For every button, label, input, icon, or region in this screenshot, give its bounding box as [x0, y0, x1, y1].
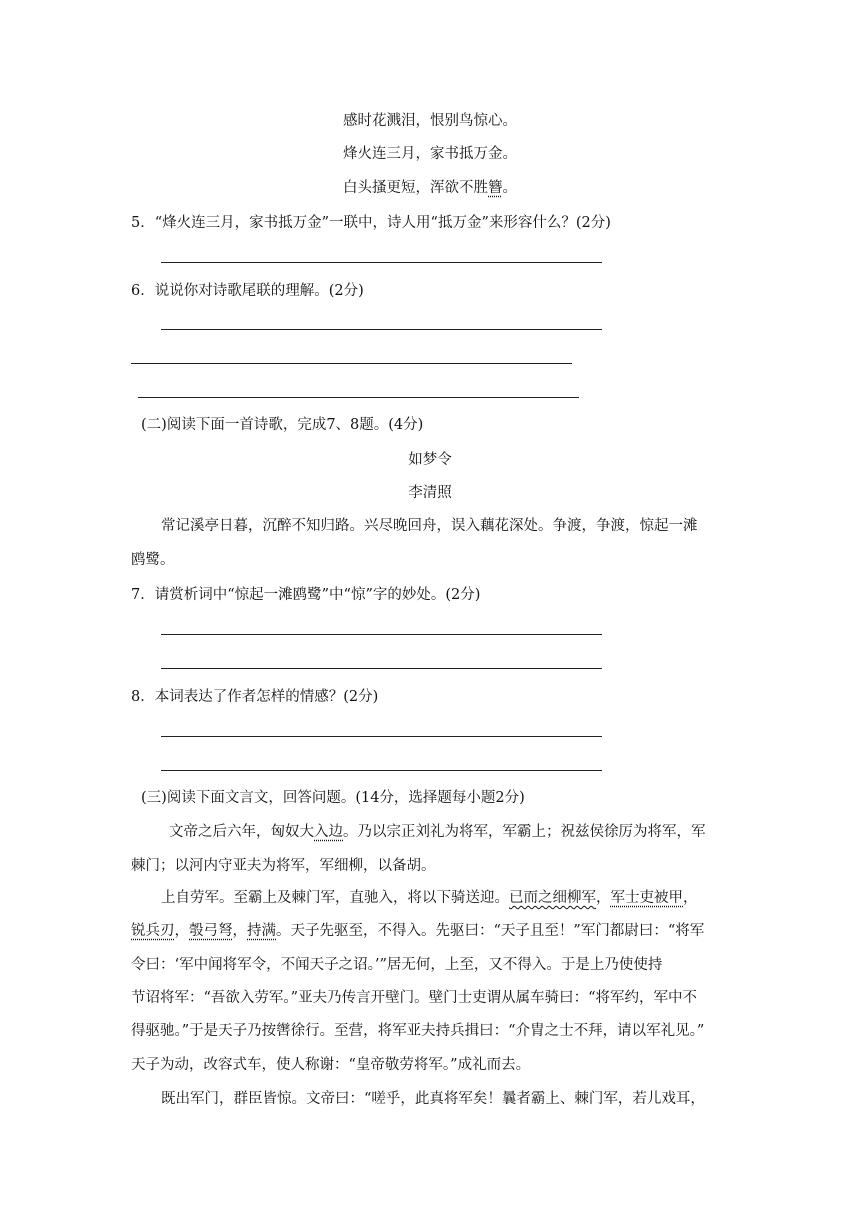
annotated-phrase: 彀弓弩: [189, 923, 233, 939]
answer-line-q6-2[interactable]: [131, 363, 572, 364]
answer-line-q7-1[interactable]: [161, 634, 602, 635]
poem-line-3-text: 白头搔更短，浑欲不胜: [343, 180, 488, 196]
classical-para-1-line-1: [169, 822, 706, 842]
answer-line-q7-2[interactable]: [161, 668, 602, 669]
section-2-heading: (二)阅读下面一首诗歌，完成7、8题。(4分): [141, 417, 424, 433]
classical-text: 文帝之后六年，匈奴大: [169, 824, 314, 840]
question-8: 8．本词表达了作者怎样的情感？(2分): [131, 689, 379, 705]
section-3-heading: (三)阅读下面文言文，回答问题。(14分，选择题每小题2分): [141, 790, 525, 806]
question-5: 5．“烽火连三月，家书抵万金”一联中，诗人用“抵万金”来形容什么？(2分): [131, 215, 611, 231]
ci-author: 李清照: [408, 485, 452, 501]
classical-para-2-line-3: 令曰：‘军中闻将军令，不闻天子之诏。’”居无何，上至，又不得入。于是上乃使使持: [131, 957, 663, 973]
annotated-phrase: 持满: [247, 923, 276, 939]
classical-para-1-line-2: 棘门；以河内守亚夫为将军，军细柳，以备胡。: [131, 858, 436, 874]
classical-text: 上自劳军。至霸上及棘门军，直驰入，将以下骑送迎。: [161, 890, 509, 906]
poem-line-2: 烽火连三月，家书抵万金。: [343, 146, 517, 162]
annotated-phrase: 军士吏被甲: [610, 890, 683, 906]
classical-text: ，: [232, 923, 247, 939]
answer-line-q6-1[interactable]: [161, 329, 602, 330]
classical-text: ，: [174, 923, 189, 939]
annotated-char: 簪: [488, 180, 503, 196]
poem-line-3: [0, 178, 860, 198]
ci-text-line-2: 鸥鹭。: [131, 552, 175, 568]
ci-title: 如梦令: [408, 452, 452, 468]
question-7: 7．请赏析词中“惊起一滩鸥鹭”中“惊”字的妙处。(2分): [131, 587, 481, 603]
classical-text: 。天子先驱至，不得入。先驱曰：“天子且至！”军门都尉曰：“将军: [276, 923, 705, 939]
annotated-phrase: 已而之细柳军: [509, 890, 596, 906]
answer-line-q8-1[interactable]: [161, 736, 602, 737]
annotated-phrase: 锐兵刃: [131, 923, 175, 939]
classical-text: ，: [596, 890, 611, 906]
answer-line-q5[interactable]: [161, 262, 602, 263]
classical-text: ，: [683, 890, 698, 906]
classical-para-2-line-2: [131, 921, 704, 941]
classical-para-2-line-6: 天子为动，改容式车，使人称谢：“皇帝敬劳将军。”成礼而去。: [131, 1057, 531, 1073]
poem-line-1: 感时花溅泪，恨别鸟惊心。: [343, 113, 517, 129]
answer-line-q8-2[interactable]: [161, 770, 602, 771]
ci-text-line-1: 常记溪亭日暮，沉醉不知归路。兴尽晚回舟，误入藕花深处。争渡，争渡，惊起一滩: [161, 518, 698, 534]
classical-text: 。乃以宗正刘礼为将军，军霸上；祝兹侯徐厉为将军，军: [343, 824, 706, 840]
poem-line-3-end: 。: [502, 180, 517, 196]
answer-line-q6-3[interactable]: [138, 397, 579, 398]
classical-para-2-line-4: 节诏将军：“吾欲入劳军。”亚夫乃传言开壁门。壁门士吏谓从属车骑曰：“将军约，军中不: [131, 990, 697, 1006]
classical-para-2-line-1: [161, 888, 698, 908]
classical-para-3-line-1: 既出军门，群臣皆惊。文帝曰：“嗟乎，此真将军矣！曩者霸上、棘门军，若儿戏耳，: [161, 1091, 705, 1107]
annotated-phrase: 入边: [314, 824, 343, 840]
question-6: 6．说说你对诗歌尾联的理解。(2分): [131, 283, 364, 299]
classical-para-2-line-5: 得驱驰。”于是天子乃按辔徐行。至营，将军亚夫持兵揖曰：“介胄之士不拜，请以军礼见。”: [131, 1023, 705, 1039]
